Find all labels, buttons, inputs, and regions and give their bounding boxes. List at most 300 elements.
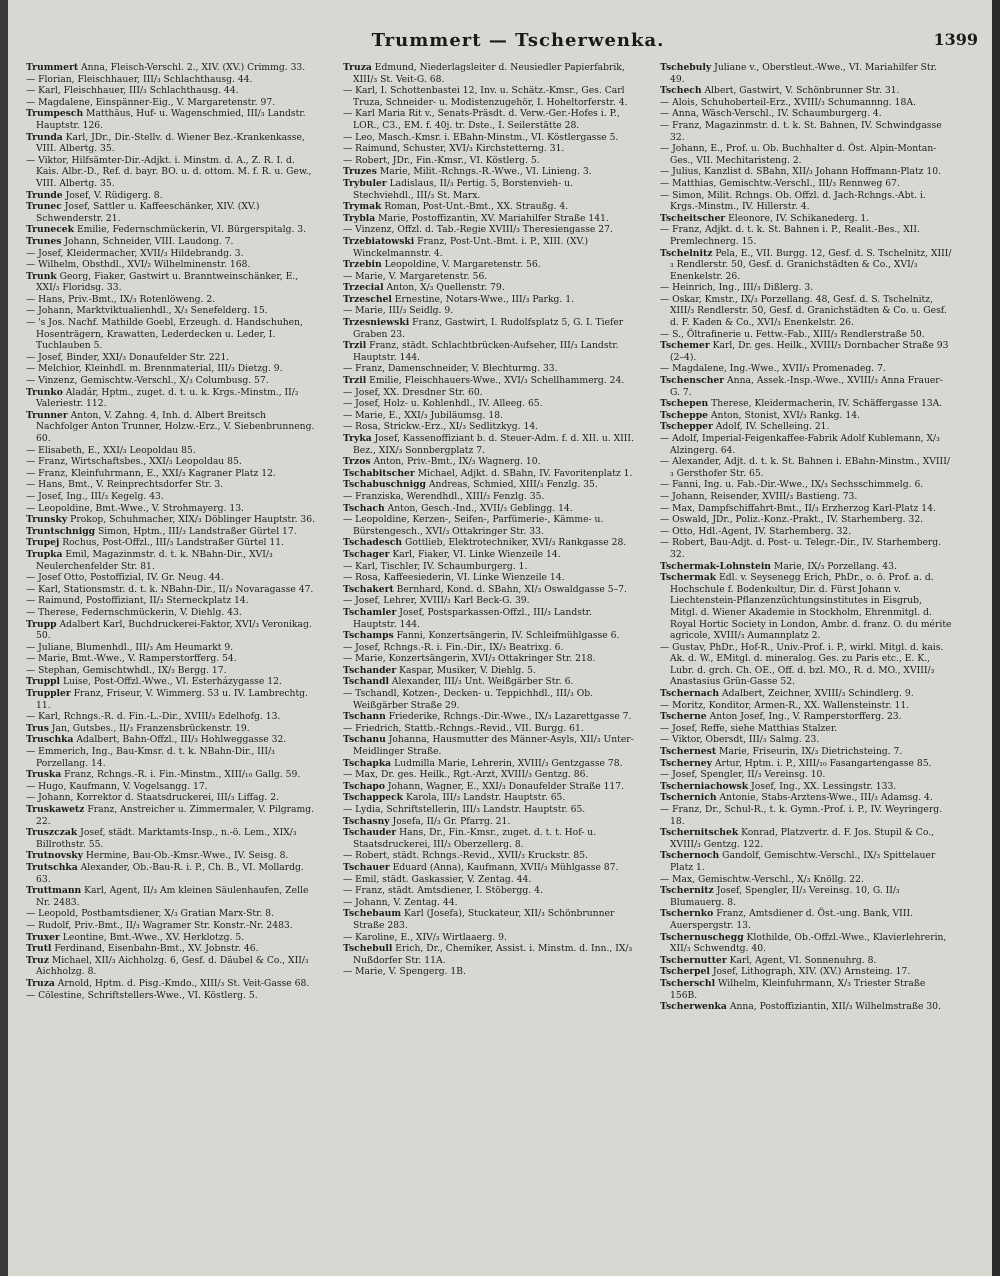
page-number: 1399 [933,30,978,49]
entry-surname: Trupka [26,548,63,560]
entry-details: — Leopoldine, Kerzen-, Seifen-, Parfümerie-, Kämme- u. Bürstengesch., XVI/₃ Ottakringer Str. 33. [343,514,604,537]
directory-entry [660,166,952,178]
directory-entry [660,723,952,735]
entry-surname: Tschernoch [660,850,720,862]
directory-entry [26,387,318,410]
directory-entry [26,781,318,793]
directory-entry [343,676,635,688]
directory-entry [660,503,952,515]
entry-details: Friederike, Rchngs.-Dir.-Wwe., IX/₃ Lazarettgasse 7. [388,711,632,723]
directory-entry [26,363,318,375]
directory-entry [343,340,635,363]
entry-surname: Trzecial [343,282,384,294]
directory-entry [660,804,952,827]
directory-entry [26,74,318,86]
directory-entry [343,665,635,677]
entry-details: Karl (Josefa), Stuckateur, XII/₃ Schönbrunner Straße 283. [353,908,615,931]
directory-entry [660,282,952,294]
directory-entry [26,375,318,387]
directory-entry [26,248,318,260]
entry-details: Marie, Milit.-Rchngs.-R.-Wwe., VI. Linieng. 3. [379,166,592,178]
page-binding-edge [0,0,8,1276]
directory-entry [26,236,318,248]
entry-details: — Karl Maria Rit v., Senats-Präsdt. d. Verw.-Ger.-Hofes i. P., LOR., C3., EM. f. 40j. tr. Dste., I. Seilerstätte 28. [343,108,620,131]
entry-details: Adalbert Karl, Buchdruckerei-Faktor, XVI/₃ Veronikag. 50. [36,618,312,642]
entry-details: Johann, Schneider, VIII. Laudong. 7. [64,235,234,247]
directory-entry [343,595,635,607]
entry-details: Anton Josef, Ing., V. Ramperstorfferg. 23. [709,711,902,723]
entry-details: — Florian, Fleischhauer, III/₃ Schlachthausg. 44. [26,73,253,85]
entry-details: Franz, Rchngs.-R. i. Fin.-Minstm., XIII/₁₀ Gallg. 59. [64,769,301,781]
entry-details: — Oswald, JDr., Poliz.-Konz.-Prakt., IV. Starhemberg. 32. [660,514,924,526]
entry-surname: Tscherschl [660,977,716,989]
directory-entry [343,816,635,828]
directory-entry [343,827,635,850]
directory-entry [343,317,635,340]
entry-details: Josef, V. Rüdigerg. 8. [65,189,163,201]
directory-entry [343,410,635,422]
entry-surname: Tschernich [660,792,717,804]
entry-surname: Truntschnigg [26,525,96,537]
entry-details: Pela, E., VII. Burgg. 12, Gesf. d. S. Tschelnitz, XIII/₃ Rendlerstr. 50, Gesf. d. Granichstädten & Co., XVI/₃ Enenkelstr. 26. [670,247,952,282]
directory-entry [26,468,318,480]
entry-details: Michael, XII/₃ Aichholzg. 6, Gesf. d. Däubel & Co., XII/₃ Aichholzg. 8. [36,954,309,978]
directory-entry [343,804,635,816]
entry-details: Anna, Postoffiziantin, XII/₃ Wilhelmstraße 30. [729,1001,941,1013]
entry-surname: Tschadesch [343,537,403,549]
directory-entry [660,491,952,503]
directory-entry [26,619,318,642]
entry-surname: Tschernko [660,908,714,920]
directory-entry [343,108,635,131]
directory-entry [660,700,952,712]
entry-surname: Tschebull [343,943,393,955]
entry-surname: Trunec [26,201,62,213]
entry-surname: Tscherney [660,757,712,769]
directory-entry [660,688,952,700]
entry-details: Josef, Kassenoffiziant b. d. Steuer-Adm. f. d. XII. u. XIII. Bez., XIX/₃ Sonnbergplatz 7. [353,433,634,456]
entry-details: Adalbert, Bahn-Offzl., III/₃ Hohlweggasse 32. [76,734,287,746]
directory-entry [26,908,318,920]
directory-entry [343,271,635,283]
directory-entry [26,920,318,932]
entry-details: — S., Öltrafinerie u. Fettw.-Fab., XIII/₃ Rendlerstraße 50. [660,328,925,340]
directory-entry [343,201,635,213]
directory-entry [26,549,318,572]
entry-surname: Tschauer [343,861,390,873]
entry-details: Therese, Kleidermacherin, IV. Schäffergasse 13A. [711,398,943,410]
entry-details: — Franz, Damenschneider, V. Blechturmg. 33. [343,363,558,375]
directory-entry [343,630,635,642]
directory-entry [343,62,635,85]
entry-details: Karl, JDr., Dir.-Stellv. d. Wiener Bez.-Krankenkasse, VIII. Albertg. 35. [36,131,305,155]
entry-surname: Truzes [343,166,377,178]
directory-entry [26,410,318,445]
directory-entry [343,537,635,549]
directory-entry [343,479,635,491]
entry-details: Karl, Agent, II/₃ Am kleinen Säulenhaufen, Zelle Nr. 2483. [36,885,309,908]
directory-entry [660,248,952,283]
directory-entry [343,874,635,886]
entry-details: — Josef, Holz- u. Kohlenhdl., IV. Alleeg. 65. [343,398,543,410]
entry-details: Ladislaus, II/₃ Pertig. 5, Borstenvieh- u. Stechviehdl., III/₃ St. Marx. [353,177,573,201]
directory-entry [26,479,318,491]
entry-details: Josef, Spengler, II/₃ Vereinsg. 10, G. II/₃ Blumauerg. 8. [670,885,900,908]
entry-surname: Trzebin [343,259,382,271]
entry-details: Juliane v., Oberstleut.-Wwe., VI. Mariahilfer Str. 49. [670,62,937,85]
entry-details: — Gustav, PhDr., Hof-R., Univ.-Prof. i. P., wirkl. Mitgl. d. kais. Ak. d. W., EMitgl. d. mineralog. Ges. zu Paris etc., E. K., Lubr. d. grch. Ch. OE., Off. d. bzl. MO., R. d. MO., XVIII/₃ Anastasius Grün-Gasse 52. [660,641,944,688]
directory-entry [660,537,952,560]
entry-surname: Truskawetz [26,804,85,815]
entry-details: — Fanni, Ing. u. Fab.-Dir.-Wwe., IX/₃ Sechsschimmelg. 6. [660,479,924,491]
entry-details: — Franz, Wirtschaftsbes., XXI/₃ Leopoldau 85. [26,456,242,468]
entry-details: — Alexander, Adjt. d. t. k. St. Bahnen i. EBahn-Minstm., XVIII/₃ Gersthofer Str. 65. [660,456,950,479]
directory-entry [343,456,635,468]
entry-surname: Tscherne [660,711,707,723]
entry-details: — Johann, V. Zentag. 44. [343,896,458,908]
directory-entry [343,421,635,433]
directory-entry [660,329,952,341]
directory-entry [660,561,952,573]
directory-entry [343,155,635,167]
entry-details: Josef, Sattler u. Kaffeeschänker, XIV. (XV.) Schwenderstr. 21. [36,201,260,224]
entry-details: — Heinrich, Ing., III/₃ Dißlerg. 3. [660,282,814,294]
directory-entry [26,932,318,944]
directory-entry [660,746,952,758]
directory-entry [343,236,635,259]
entry-surname: Trzil [343,340,367,352]
entry-details: — Karl, Tischler, IV. Schaumburgerg. 1. [343,560,528,572]
entry-details: — Raimund, Postoffiziant, II/₃ Sterneckplatz 14. [26,595,249,607]
entry-details: — Therese, Federnschmückerin, V. Diehlg. 43. [26,606,242,618]
entry-surname: Tschepen [660,398,709,410]
entry-details: Gottlieb, Elektrotechniker, XVI/₃ Rankgasse 28. [405,537,627,549]
entry-details: Ferdinand, Eisenbahn-Bmt., XV. Jobnstr. 46. [54,943,259,955]
directory-entry [26,317,318,352]
entry-surname: Tscheppe [660,409,708,421]
entry-surname: Trunes [26,235,62,247]
directory-entry [660,143,952,166]
entry-details: — Vinzenz, Offzl. d. Tab.-Regie XVIII/₃ Theresiengasse 27. [343,224,613,236]
directory-entry [660,885,952,908]
directory-entry [343,781,635,793]
directory-entry [26,885,318,908]
directory-entry [26,862,318,885]
entry-details: Johann, Wagner, E., XXI/₃ Donaufelder Straße 117. [387,780,625,792]
entry-surname: Tschandl [343,676,389,688]
directory-entry [660,874,952,886]
entry-surname: Truttmann [26,885,82,897]
entry-details: Josef, Postsparkassen-Offzl., III/₃ Landstr. Hauptstr. 144. [353,606,592,630]
directory-entry [660,758,952,770]
entry-details: Roman, Post-Unt.-Bmt., XX. Straußg. 4. [384,201,569,213]
entry-details: Anna, Assek.-Insp.-Wwe., XVIII/₃ Anna Frauer-G. 7. [670,375,943,398]
directory-entry [26,572,318,584]
directory-entry [660,711,952,723]
entry-surname: Tschech [660,85,702,97]
directory-entry [26,190,318,202]
directory-entry [343,792,635,804]
directory-entry [660,97,952,109]
directory-entry [26,595,318,607]
entry-details: Josef, städt. Marktamts-Insp., n.-ö. Lem., XIX/₃ Billrothstr. 55. [36,827,297,850]
directory-entry [26,955,318,978]
entry-surname: Tschermak-Lohnstein [660,560,771,572]
directory-entry [660,966,952,978]
entry-surname: Trzos [343,456,371,468]
entry-surname: Trunko [26,386,63,398]
directory-entry [660,398,952,410]
directory-entry [343,363,635,375]
entry-surname: Trumpesch [26,108,84,120]
directory-entry [26,665,318,677]
entry-details: — Max, Dr. ges. Heilk., Rgt.-Arzt, XVIII/₃ Gentzg. 86. [343,769,589,781]
entry-details: — Franz, Magazinmstr. d. t. k. St. Bahnen, IV. Schwindgasse 32. [660,119,942,143]
entry-surname: Tschabuschnigg [343,479,426,491]
entry-details: — Julius, Kanzlist d. SBahn, XII/₃ Johann Hoffmann-Platz 10. [660,166,942,178]
entry-details: — Franz, Kleinfuhrmann, E., XXI/₃ Kagraner Platz 12. [26,467,276,479]
entry-surname: Trutschka [26,861,78,873]
entry-details: — Franz, Adjkt. d. t. k. St. Bahnen i. P., Realit.-Bes., XII. Premlechnerg. 15. [660,224,920,247]
entry-details: — Magdalene, Einspänner-Eig., V. Margaretenstr. 97. [26,96,276,108]
entry-surname: Trummert [26,62,79,73]
directory-entry [26,294,318,306]
entry-surname: Tschernach [660,688,720,700]
entry-details: — Alois, Schuhoberteil-Erz., XVIII/₃ Schumannng. 18A. [660,96,916,108]
entry-details: Franz, Post-Unt.-Bmt. i. P., XIII. (XV.) Winckelmannstr. 4. [353,235,589,259]
directory-entry [343,572,635,584]
directory-entry [26,503,318,515]
entry-details: — 's Jos. Nachf. Mathilde Goebl, Erzeugh. d. Handschuhen, Hosenträgern, Krawatten, Lederdecken u. Leder, I. Tuchlauben 5. [26,317,303,352]
directory-entry [343,966,635,978]
entry-details: — Josef, Lehrer, XVIII/₃ Karl Beck-G. 39. [343,595,530,607]
directory-entry [343,908,635,931]
directory-entry [343,224,635,236]
directory-entry [660,340,952,363]
directory-entry [26,653,318,665]
entry-details: Karola, III/₃ Landstr. Hauptstr. 65. [405,792,566,804]
entry-details: — Leopoldine, Bmt.-Wwe., V. Strohmayerg. 13. [26,502,244,514]
entry-surname: Tschebaum [343,908,402,920]
directory-entry [26,224,318,236]
entry-surname: Tschebuly [660,62,712,73]
directory-entry [660,224,952,247]
entry-details: — Josef, Kleidermacher, XVII/₃ Hildebrandg. 3. [26,247,244,259]
entry-details: Matthäus, Huf- u. Wagenschmied, III/₃ Landstr. Hauptstr. 126. [36,108,306,131]
entry-surname: Tschakert [343,583,394,595]
directory-entry [343,932,635,944]
entry-details: — Moritz, Konditor, Armen-R., XX. Wallensteinstr. 11. [660,699,910,711]
entry-details: Anton, Stonist, XVI/₃ Rankg. 14. [710,409,860,421]
entry-details: — Josef Otto, Postoffizial, IV. Gr. Neug. 44. [26,572,224,584]
entry-details: — Leopold, Postbamtsdiener, X/₃ Gratian Marx-Str. 8. [26,908,275,920]
entry-details: Karl, Agent, VI. Sonnenuhrg. 8. [729,954,877,966]
entry-details: Albert, Gastwirt, V. Schönbrunner Str. 31. [704,85,900,97]
entry-details: — Karl, Stationsmstr. d. t. k. NBahn-Dir., II/₃ Novaragasse 47. [26,583,314,595]
directory-entry [660,955,952,967]
directory-entry [343,897,635,909]
entry-details: Franz, städt. Schlachtbrücken-Aufseher, III/₃ Landstr. Hauptstr. 144. [353,340,619,363]
entry-details: — Tschandl, Kotzen-, Decken- u. Teppichhdl., III/₃ Ob. Weißgärber Straße 29. [343,688,594,711]
entry-details: Marie, IX/₃ Porzellang. 43. [773,560,897,572]
entry-details: Karl, Dr. ges. Heilk., XVIII/₃ Dornbacher Straße 93 (2–4). [670,340,949,363]
column-2 [343,62,635,1272]
directory-entry [343,688,635,711]
entry-details: — Viktor, Hilfsämter-Dir.-Adjkt. i. Minstm. d. A., Z. R. I. d. Kais. Albr.-D., Ref. d. bayr. BO. u. d. ottom. M. f. R. u. Gew., VIII. Albertg. 35. [26,154,312,189]
entry-details: — Robert, städt. Rchngs.-Revid., XVII/₃ Kruckstr. 85. [343,850,589,862]
directory-entry [343,862,635,874]
entry-details: Michael, Adjkt. d. SBahn, IV. Favoritenplatz 1. [417,467,633,479]
directory-entry [660,294,952,329]
entry-details: Marie, Friseurin, IX/₃ Dietrichsteing. 7. [719,746,903,758]
entry-details: Wilhelm, Kleinfuhrmann, X/₃ Triester Straße 156B. [670,977,926,1001]
entry-surname: Truza [26,977,55,989]
entry-surname: Trupej [26,537,60,549]
directory-entry [660,792,952,804]
directory-entry [660,433,952,456]
entry-details: — Johann, Marktviktualienhdl., X/₃ Senefelderg. 15. [26,305,268,317]
directory-entry [660,932,952,955]
entry-surname: Tschepper [660,421,713,433]
entry-details: — Josef, Binder, XXI/₃ Donaufelder Str. 221. [26,351,230,363]
entry-surname: Trzebiatowski [343,235,415,247]
entry-details: — Marie, Bmt.-Wwe., V. Ramperstorfferg. 54. [26,653,237,665]
entry-details: Fanni, Konzertsängerin, IV. Schleifmühlgasse 6. [396,630,620,642]
column-3 [660,62,952,1272]
entry-surname: Tschapka [343,757,392,769]
entry-details: — Wilhelm, Obsthdl., XVI/₂ Wilhelminenstr. 168. [26,259,251,271]
entry-details: — Josef, Reffe, siehe Matthias Stalzer. [660,722,838,734]
entry-details: Erich, Dr., Chemiker, Assist. i. Minstm. d. Inn., IX/₃ Nußdorfer Str. 11A. [353,943,633,966]
entry-surname: Tschanu [343,734,386,746]
directory-entry [26,514,318,526]
directory-entry [26,711,318,723]
entry-details: — Cölestine, Schriftstellers-Wwe., VI. Köstlerg. 5. [26,989,258,1001]
entry-details: — Marie, E., XXI/₃ Jubiläumsg. 18. [343,409,503,421]
directory-entry [26,723,318,735]
entry-details: — Max, Dampfschiffahrt-Bmt., II/₃ Erzherzog Karl-Platz 14. [660,502,936,514]
entry-details: — Raimund, Schuster, XVI/₃ Kirchstetterng. 31. [343,143,565,155]
directory-entry [343,642,635,654]
directory-entry [660,62,952,85]
entry-details: Franz, Amtsdiener d. Öst.-ung. Bank, VIII. Auerspergstr. 13. [670,908,913,931]
directory-entry [343,711,635,723]
directory-entry [26,132,318,155]
entry-surname: Tschenscher [660,375,725,387]
entry-details: Klothilde, Ob.-Offzl.-Wwe., Klavierlehrerin, XII/₃ Schwendtg. 40. [670,931,947,955]
entry-details: Eduard (Anna), Kaufmann, XVII/₃ Mühlgasse 87. [392,861,619,873]
entry-details: Emil, Magazinmstr. d. t. k. NBahn-Dir., XVI/₃ Neulerchenfelder Str. 81. [36,548,273,572]
directory-entry [343,294,635,306]
entry-surname: Tschernuschegg [660,931,744,943]
entry-details: — Karoline, E., XIV/₃ Wirtlaaerg. 9. [343,931,507,943]
entry-surname: Trunsky [26,514,68,526]
directory-entry [26,491,318,503]
entry-details: — Matthias, Gemischtw.-Verschl., III/₃ Rennweg 67. [660,177,900,189]
entry-details: — Marie, V. Spengerg. 1B. [343,966,466,978]
entry-details: Simon, Hptm., III/₃ Landstraßer Gürtel 17. [98,525,297,537]
directory-entry [26,642,318,654]
entry-surname: Tschabitscher [343,467,415,479]
directory-entry [26,734,318,746]
entry-details: Ludmilla Marie, Lehrerin, XVIII/₃ Gentzgasse 78. [394,757,623,769]
entry-details: Anton, Priv.-Bmt., IX/₃ Wagnerg. 10. [373,456,541,468]
entry-surname: Trus [26,722,49,734]
entry-surname: Trunecek [26,224,75,236]
entry-details: Franz, Gastwirt, I. Rudolfsplatz 5, G. I. Tiefer Graben 23. [353,317,624,340]
entry-details: — Johann, E., Prof. u. Ob. Buchhalter d. Öst. Alpin-Montan-Ges., VII. Mechitaristeng. 2. [660,143,937,166]
directory-entry [26,607,318,619]
entry-surname: Truszczak [26,827,78,839]
entry-surname: Tscheitscher [660,212,726,224]
directory-entry [26,62,318,74]
directory-entry [26,769,318,781]
entry-surname: Trutl [26,943,52,955]
entry-details: — Hugo, Kaufmann, V. Vogelsangg. 17. [26,780,208,792]
entry-surname: Truska [26,769,62,781]
directory-entry [26,688,318,711]
directory-entry [343,143,635,155]
entry-surname: Trzeschel [343,293,392,305]
directory-entry [343,769,635,781]
entry-details: Josef, Lithograph, XIV. (XV.) Arnsteing. 17. [712,966,911,978]
page-header [48,30,988,54]
entry-details: Antonie, Stabs-Arztens-Wwe., III/₃ Adamsg. 4. [719,792,933,804]
entry-details: Karl, Fiaker, VI. Linke Wienzeile 14. [392,548,561,560]
entry-details: — Josef, XX. Dresdner Str. 60. [343,386,483,398]
entry-surname: Tryka [343,433,372,444]
directory-entry [26,85,318,97]
entry-details: Konrad, Platzvertr. d. F. Jos. Stupil & Co., XVIII/₃ Gentzg. 122. [670,827,935,850]
entry-surname: Trymak [343,201,382,213]
entry-details: Leontine, Bmt.-Wwe., XV. Herklotzg. 5. [62,931,245,943]
directory-entry [343,503,635,515]
entry-details: Alexander, Ob.-Bau-R. i. P., Ch. B., VI. Mollardg. 63. [36,861,304,885]
entry-details: Marie, Postoffizantin, XV. Mariahilfer Straße 141. [378,212,609,224]
entry-surname: Trunda [26,131,63,143]
directory-entry [26,305,318,317]
directory-entry [660,734,952,746]
entry-details: — Melchior, Kleinhdl. m. Brennmaterial, III/₃ Dietzg. 9. [26,363,283,375]
entry-details: — Marie, Konzertsängerin, XVI/₃ Ottakringer Str. 218. [343,653,596,665]
entry-details: — Johann, Korrektor d. Staatsdruckerei, III/₃ Liffag. 2. [26,792,280,804]
directory-entry [26,792,318,804]
directory-entry [343,132,635,144]
entry-surname: Tschernest [660,746,717,758]
entry-details: — Anna, Wäsch-Verschl., IV. Schaumburgerg. 4. [660,108,882,120]
directory-entry [343,433,635,456]
entry-details: — Karl, Fleischhauer, III/₃ Schlachthausg. 44. [26,85,239,97]
directory-entry [343,549,635,561]
entry-details: — Oskar, Kmstr., IX/₃ Porzellang. 48, Gesf. d. S. Tschelnitz, XIII/₃ Rendlerstr. 50, Gesf. d. Granichstädten & Co. u. Gesf. d. F. Kaden & Co., XVI/₃ Enenkelstr. 26. [660,293,947,329]
entry-details: Leopoldine, V. Margaretenstr. 56. [384,259,541,271]
directory-entry [343,723,635,735]
entry-surname: Tschamler [343,606,397,618]
directory-entry [660,526,952,538]
entry-surname: Truppl [26,676,61,688]
entry-details: Emilie, Federnschmückerin, VI. Bürgerspitalg. 3. [76,224,307,236]
entry-details: Emilie, Fleischhauers-Wwe., XVI/₃ Schellhammerg. 24. [369,375,625,387]
entry-details: — Karl, Rchngs.-R. d. Fin.-L.-Dir., XVIII/₃ Edelhofg. 13. [26,711,281,723]
directory-entry [26,352,318,364]
entry-details: — Emmerich, Ing., Bau-Kmsr. d. t. k. NBahn-Dir., III/₃ Porzellang. 14. [26,746,275,769]
directory-entry [26,456,318,468]
directory-entry [343,653,635,665]
directory-entry [343,259,635,271]
entry-details: Edl. v. Seysenegg Erich, PhDr., o. ö. Prof. a. d. Hochschule f. Bodenkultur, Dir. d. Fürst Johann v. Liechtenstein-Pflanzenzüchtungsinstitutes in Eisgrub, Mitgl. d. Wiener Akademie in Stockholm, Ehrenmitgl. d. Royal Hortic Society in London, Ambr. d. franz. O. du mérite agricole, XVIII/₃ Aumannplatz 2. [670,572,952,642]
entry-surname: Trzil [343,375,367,387]
directory-entry [660,190,952,213]
